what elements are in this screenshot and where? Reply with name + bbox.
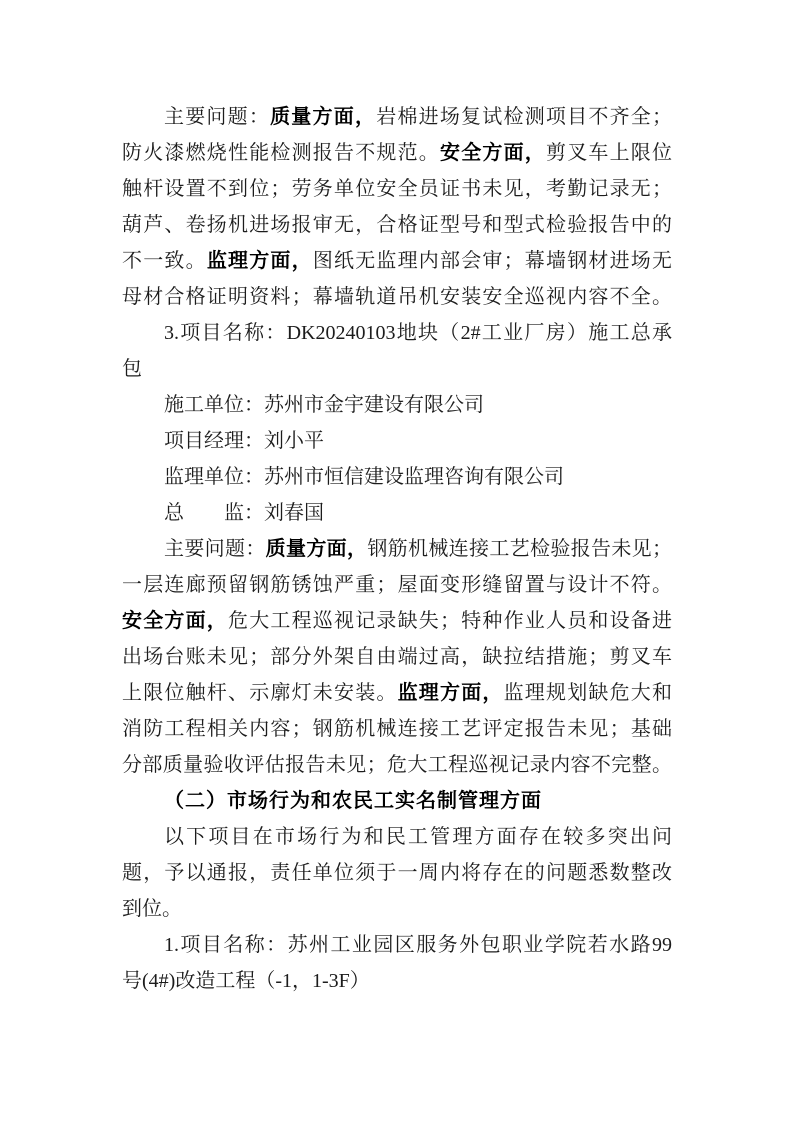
- bold-emphasis: 安全方面，: [122, 610, 228, 632]
- text-line: [122, 711, 672, 747]
- text-run: 触杆设置不到位；劳务单位安全员证书未见，考勤记录无；: [122, 178, 672, 200]
- text-line: [122, 963, 672, 999]
- text-run: 母材合格证明资料；幕墙轨道吊机安装安全巡视内容不全。: [122, 286, 672, 308]
- text-run: 施工单位：苏州市金宇建设有限公司: [164, 394, 484, 416]
- text-line: [122, 819, 672, 855]
- text-line: [122, 567, 672, 603]
- text-run: 上限位触杆、示廓灯未安装。: [122, 682, 398, 704]
- text-line: [122, 855, 672, 891]
- text-run: 号(4#)改造工程（-1，1-3F）: [122, 970, 370, 992]
- text-line: [122, 927, 672, 963]
- text-line: [122, 387, 672, 423]
- page-content: [122, 99, 672, 999]
- text-run: 剪叉车上限位: [546, 142, 672, 164]
- text-run: 题，予以通报，责任单位须于一周内将存在的问题悉数整改: [122, 862, 672, 884]
- text-line: [122, 135, 672, 171]
- text-line: [122, 279, 672, 315]
- text-line: [122, 315, 672, 351]
- text-line: [122, 675, 672, 711]
- text-run: 总 监：刘春国: [164, 502, 324, 524]
- text-line: [122, 891, 672, 927]
- text-line: [122, 531, 672, 567]
- bold-emphasis: 监理方面，: [397, 682, 504, 704]
- text-run: 3.项目名称：DK20240103地块（2#工业厂房）施工总承: [164, 322, 672, 344]
- text-run: 以下项目在市场行为和民工管理方面存在较多突出问: [164, 826, 672, 848]
- text-run: 监理单位：苏州市恒信建设监理咨询有限公司: [164, 466, 564, 488]
- text-line: [122, 171, 672, 207]
- text-line: [122, 747, 672, 783]
- text-run: 葫芦、卷扬机进场报审无，合格证型号和型式检验报告中的: [122, 214, 672, 236]
- text-run: 1.项目名称：苏州工业园区服务外包职业学院若水路99: [164, 934, 672, 956]
- bold-emphasis: 质量方面，: [270, 106, 377, 128]
- text-run: 防火漆燃烧性能检测报告不规范。: [122, 142, 440, 164]
- section-heading: [122, 783, 672, 819]
- text-line: [122, 99, 672, 135]
- bold-emphasis: 安全方面，: [440, 142, 546, 164]
- text-line: [122, 207, 672, 243]
- bold-emphasis: （二）市场行为和农民工实名制管理方面: [164, 790, 542, 812]
- text-run: 主要问题：: [164, 538, 266, 560]
- text-line: [122, 459, 672, 495]
- text-line: [122, 639, 672, 675]
- text-run: 消防工程相关内容；钢筋机械连接工艺评定报告未见；基础: [122, 718, 672, 740]
- text-run: 危大工程巡视记录缺失；特种作业人员和设备进: [228, 610, 672, 632]
- text-run: 分部质量验收评估报告未见；危大工程巡视记录内容不完整。: [122, 754, 672, 776]
- text-line: [122, 243, 672, 279]
- bold-emphasis: 质量方面，: [265, 538, 368, 560]
- text-run: 项目经理：刘小平: [164, 430, 324, 452]
- text-run: 岩棉进场复试检测项目不齐全；: [376, 106, 673, 128]
- text-run: 包: [122, 358, 142, 380]
- text-line: [122, 351, 672, 387]
- text-run: 到位。: [122, 898, 182, 920]
- text-line: [122, 495, 672, 531]
- text-run: 主要问题：: [164, 106, 271, 128]
- text-run: 钢筋机械连接工艺检验报告未见；: [367, 538, 673, 560]
- text-run: 图纸无监理内部会审；幕墙钢材进场无: [312, 250, 673, 272]
- text-run: 出场台账未见；部分外架自由端过高，缺拉结措施；剪叉车: [122, 646, 672, 668]
- text-line: [122, 603, 672, 639]
- text-run: 一层连廊预留钢筋锈蚀严重；屋面变形缝留置与设计不符。: [122, 574, 672, 596]
- text-run: 不一致。: [122, 250, 207, 272]
- text-run: 监理规划缺危大和: [503, 682, 673, 704]
- bold-emphasis: 监理方面，: [206, 250, 313, 272]
- text-line: [122, 423, 672, 459]
